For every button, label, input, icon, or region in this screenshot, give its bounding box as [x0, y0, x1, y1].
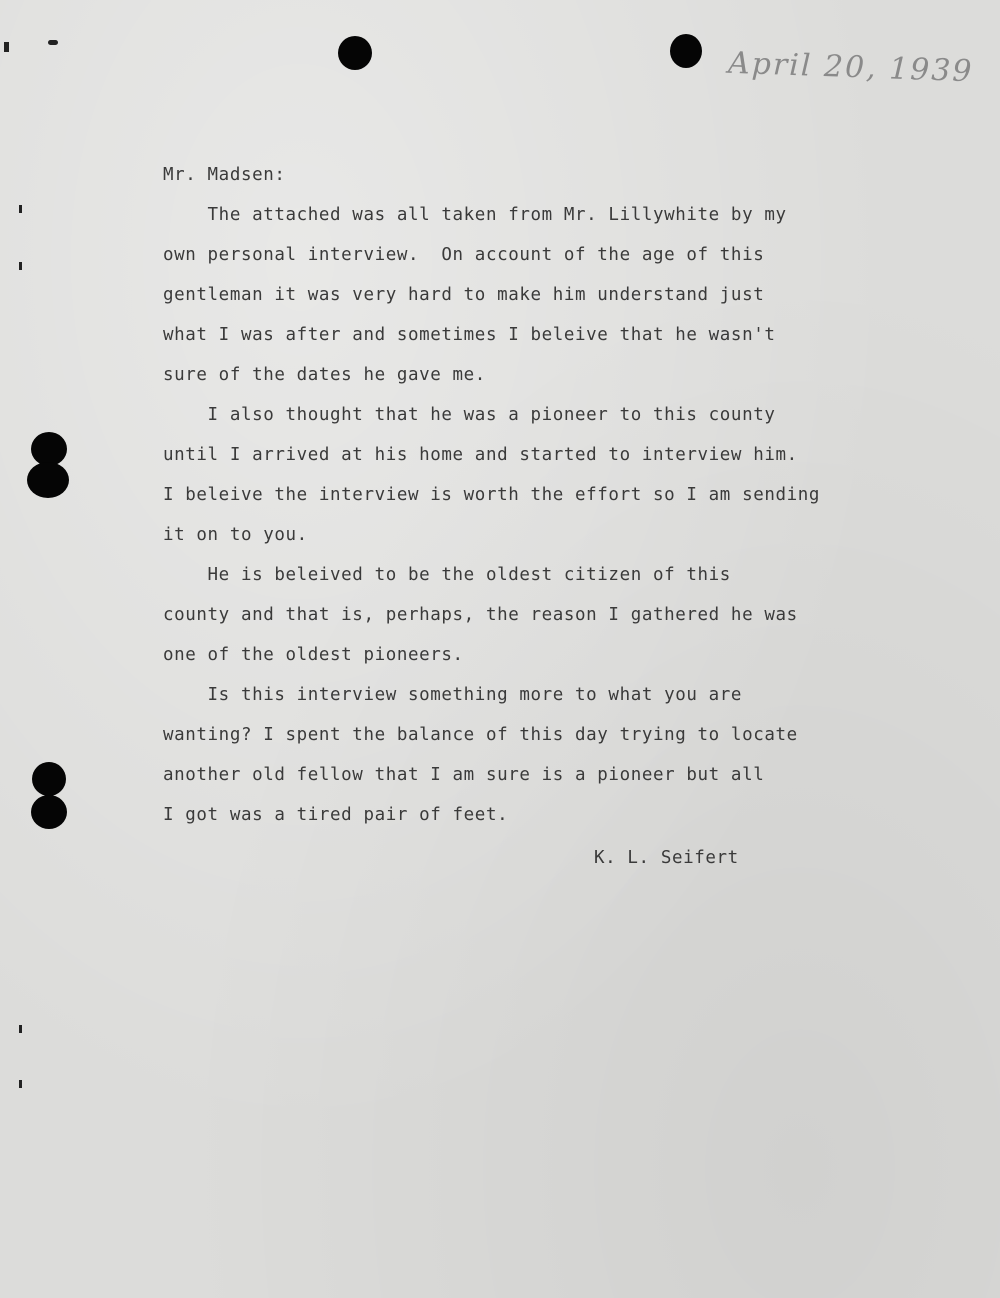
punch-hole-left-2 [27, 462, 69, 498]
edge-mark [48, 40, 58, 45]
text-line: Is this interview something more to what you are [163, 685, 743, 705]
text-line: until I arrived at his home and started to interview him. [163, 445, 798, 465]
text-line: it on to you. [163, 525, 308, 545]
edge-mark [19, 262, 22, 270]
text-line: own personal interview. On account of the age of this [163, 245, 765, 265]
text-line: another old fellow that I am sure is a pioneer but all [163, 765, 765, 785]
text-line: sure of the dates he gave me. [163, 365, 486, 385]
text-line: I beleive the interview is worth the effort so I am sending [163, 485, 821, 505]
text-line: county and that is, perhaps, the reason I gathered he was [163, 605, 798, 625]
letter-body [163, 155, 883, 835]
text-line: gentleman it was very hard to make him understand just [163, 285, 765, 305]
punch-hole-left-3 [32, 762, 66, 796]
text-line: wanting? I spent the balance of this day trying to locate [163, 725, 798, 745]
edge-mark [19, 1080, 22, 1088]
paragraph [163, 395, 883, 555]
text-line: what I was after and sometimes I beleive that he wasn't [163, 325, 776, 345]
punch-hole-left-1 [31, 432, 67, 466]
punch-hole-top-right [670, 34, 702, 68]
edge-mark [19, 1025, 22, 1033]
edge-mark [19, 205, 22, 213]
text-line: I got was a tired pair of feet. [163, 805, 509, 825]
text-line: one of the oldest pioneers. [163, 645, 464, 665]
punch-hole-top-left [338, 36, 372, 70]
handwritten-date: April 20, 1939 [727, 45, 975, 90]
text-line: The attached was all taken from Mr. Lillywhite by my [163, 205, 787, 225]
signature: K. L. Seifert [594, 848, 739, 868]
text-line: I also thought that he was a pioneer to this county [163, 405, 776, 425]
edge-mark [4, 42, 9, 52]
paragraph [163, 195, 883, 395]
paragraph [163, 675, 883, 835]
punch-hole-left-4 [31, 795, 67, 829]
text-line: He is beleived to be the oldest citizen of this [163, 565, 731, 585]
paragraph [163, 555, 883, 675]
salutation: Mr. Madsen: [163, 165, 286, 185]
